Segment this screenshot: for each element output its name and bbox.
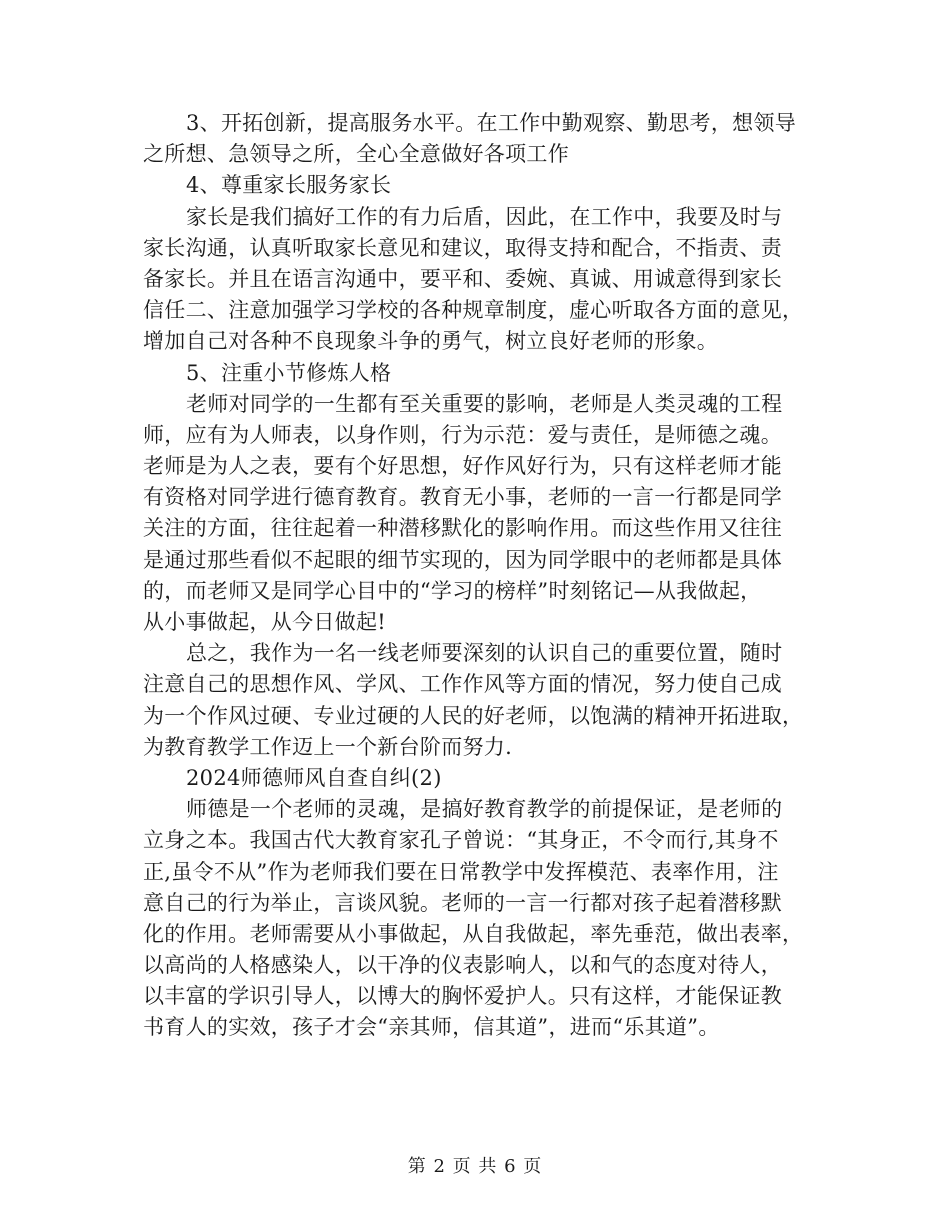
text-line: 书育人的实效，孩子才会“亲其师，信其道”，进而“乐其道”。 bbox=[143, 1015, 720, 1040]
text-line: 信任二、注意加强学习学校的各种规章制度，虚心听取各方面的意见， bbox=[143, 298, 804, 323]
text-line: 注意自己的思想作风、学风、工作作风等方面的情况，努力使自己成 bbox=[143, 672, 782, 697]
page-number-footer: 第 2 页 共 6 页 bbox=[407, 1156, 543, 1177]
text-line: 3、开拓创新，提高服务水平。在工作中勤观察、勤思考，想领导 bbox=[186, 111, 797, 135]
text-line: 立身之本。我国古代大教育家孔子曾说：“其身正，不令而行,其身不 bbox=[143, 828, 779, 853]
text-line: 老师对同学的一生都有至关重要的影响，老师是人类灵魂的工程 bbox=[186, 391, 783, 416]
text-line: 师，应有为人师表，以身作则，行为示范：爱与责任，是师德之魂。 bbox=[143, 422, 782, 447]
text-line: 增加自己对各种不良现象斗争的勇气，树立良好老师的形象。 bbox=[143, 329, 719, 354]
text-line: 家长是我们搞好工作的有力后盾，因此，在工作中，我要及时与 bbox=[186, 204, 783, 229]
text-line: 的，而老师又是同学心目中的“学习的榜样”时刻铭记—从我做起， bbox=[143, 578, 762, 603]
text-line: 家长沟通，认真听取家长意见和建议，取得支持和配合，不指责、责 bbox=[143, 235, 782, 260]
text-line: 为教育教学工作迈上一个新台阶而努力. bbox=[143, 734, 513, 759]
text-line: 之所想、急领导之所，全心全意做好各项工作 bbox=[143, 142, 569, 167]
section-title: 2024师德师风自查自纠(2) bbox=[186, 765, 442, 790]
text-line: 老师是为人之表，要有个好思想，好作风好行为，只有这样老师才能 bbox=[143, 454, 782, 479]
text-line: 是通过那些看似不起眼的细节实现的，因为同学眼中的老师都是具体 bbox=[143, 547, 782, 572]
text-line: 以丰富的学识引导人，以博大的胸怀爱护人。只有这样，才能保证教 bbox=[143, 984, 782, 1009]
text-line: 为一个作风过硬、专业过硬的人民的好老师，以饱满的精神开拓进取， bbox=[143, 703, 804, 728]
text-line: 有资格对同学进行德育教育。教育无小事，老师的一言一行都是同学 bbox=[143, 485, 782, 510]
section-heading: 4、尊重家长服务家长 bbox=[186, 173, 392, 198]
document-body bbox=[143, 108, 808, 1044]
text-line: 以高尚的人格感染人，以干净的仪表影响人，以和气的态度对待人， bbox=[143, 953, 782, 978]
text-line: 从小事做起，从今日做起! bbox=[143, 610, 387, 634]
text-line: 意自己的行为举止，言谈风貌。老师的一言一行都对孩子起着潜移默 bbox=[143, 890, 782, 915]
text-line: 化的作用。老师需要从小事做起，从自我做起，率先垂范，做出表率， bbox=[143, 921, 804, 946]
text-line: 正,虽令不从”作为老师我们要在日常教学中发挥模范、表率作用，注 bbox=[143, 859, 779, 884]
text-line: 师德是一个老师的灵魂，是搞好教育教学的前提保证，是老师的 bbox=[186, 797, 783, 822]
text-line: 关注的方面，往往起着一种潜移默化的影响作用。而这些作用又往往 bbox=[143, 516, 782, 541]
text-line: 总之，我作为一名一线老师要深刻的认识自己的重要位置，随时 bbox=[186, 641, 783, 666]
section-heading: 5、注重小节修炼人格 bbox=[186, 360, 392, 385]
text-line: 备家长。并且在语言沟通中，要平和、委婉、真诚、用诚意得到家长 bbox=[143, 266, 782, 291]
